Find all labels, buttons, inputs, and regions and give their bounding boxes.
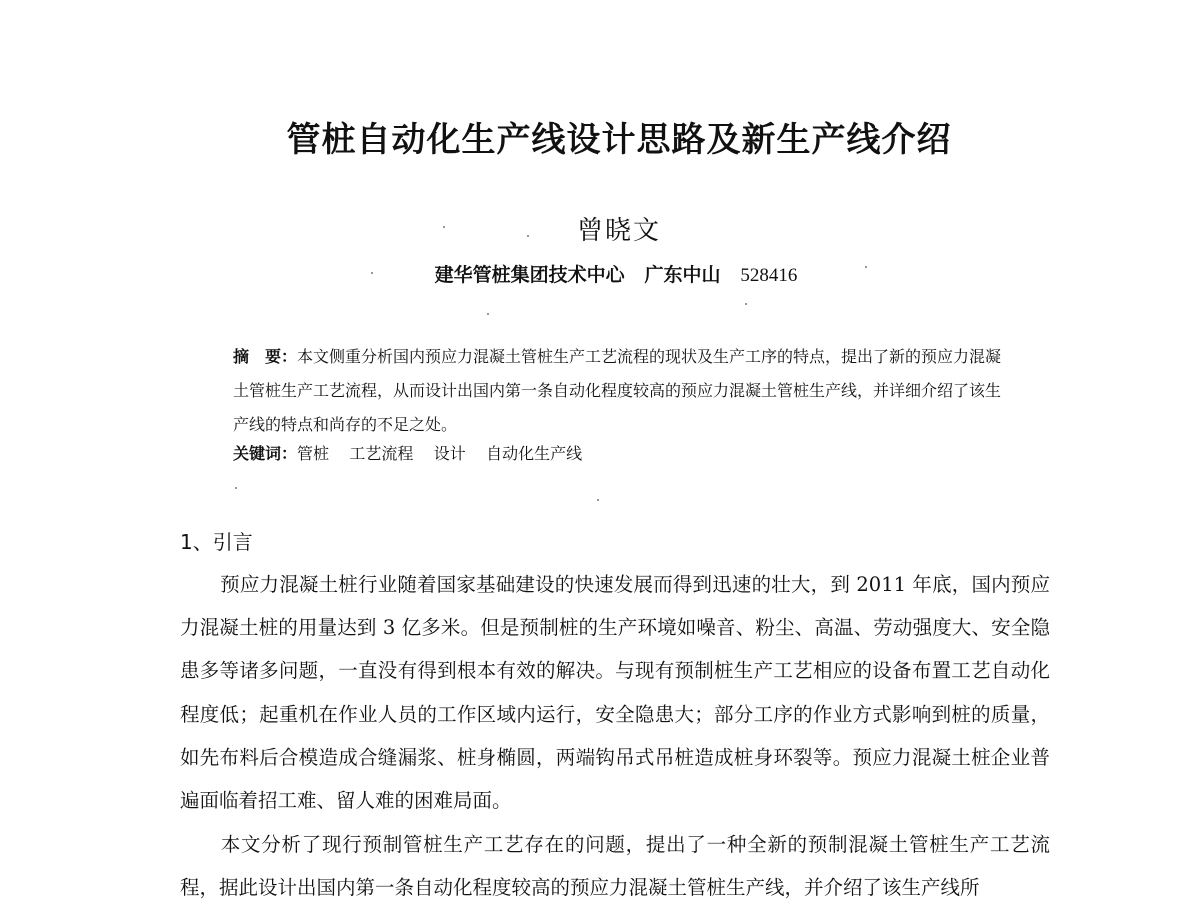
abstract-text: 本文侧重分析国内预应力混凝土管桩生产工艺流程的现状及生产工序的特点，提出了新的预应力混凝土管桩生产工艺流程，从而设计出国内第一条自动化程度较高的预应力混凝土管桩生产线，并详细介绍了该生产线的特点和尚存的不足之处。 (233, 347, 1002, 434)
keyword-item: 工艺流程 (349, 444, 414, 463)
scan-speck (235, 487, 237, 489)
body-paragraph (180, 563, 1050, 822)
section-heading: 1、引言 (180, 530, 253, 554)
abstract-label: 摘 要： (233, 347, 298, 366)
scan-speck (371, 272, 373, 274)
keywords-label: 关键词： (233, 444, 298, 463)
keywords (233, 441, 582, 464)
body-paragraph-text: 预应力混凝土桩行业随着国家基础建设的快速发展而得到迅速的壮大，到 2011 年底，国内预应力混凝土桩的用量达到 3 亿多米。但是预制桩的生产环境如噪音、粉尘、高温、劳动强度大、安全隐患多等诸多问题，一直没有得到根本有效的解决。与现有预制桩生产工艺相应的设备布置工艺自动化程度低；起重机在作业人员的工作区域内运行，安全隐患大；部分工序的作业方式影响到桩的质量，如先布料后合模造成合缝漏浆、桩身椭圆，两端钩吊式吊桩造成桩身环裂等。预应力混凝土桩企业普遍面临着招工难、留人难的困难局面。 (180, 573, 1050, 813)
keyword-item: 设计 (433, 444, 466, 463)
affiliation-zip: 528416 (740, 265, 798, 286)
scan-speck (487, 313, 489, 315)
paper-title: 管桩自动化生产线设计思路及新生产线介绍 (286, 120, 952, 160)
abstract (233, 340, 1008, 442)
affiliation-org: 建华管桩集团技术中心 (434, 264, 625, 286)
affiliation-location: 广东中山 (644, 264, 721, 286)
body-paragraph-text: 本文分析了现行预制管桩生产工艺存在的问题，提出了一种全新的预制混凝土管桩生产工艺流程，据此设计出国内第一条自动化程度较高的预应力混凝土管桩生产线，并介绍了该生产线所 (180, 833, 1050, 900)
affiliation (0, 260, 1200, 287)
scan-speck (745, 303, 747, 305)
scan-speck (865, 266, 867, 268)
keyword-item: 管桩 (297, 444, 330, 463)
author-name: 曾晓文 (576, 216, 661, 246)
scan-speck (443, 226, 445, 228)
body-paragraph (180, 823, 1050, 909)
scan-speck (527, 235, 529, 237)
keyword-item: 自动化生产线 (486, 444, 583, 463)
scan-speck (597, 499, 599, 501)
